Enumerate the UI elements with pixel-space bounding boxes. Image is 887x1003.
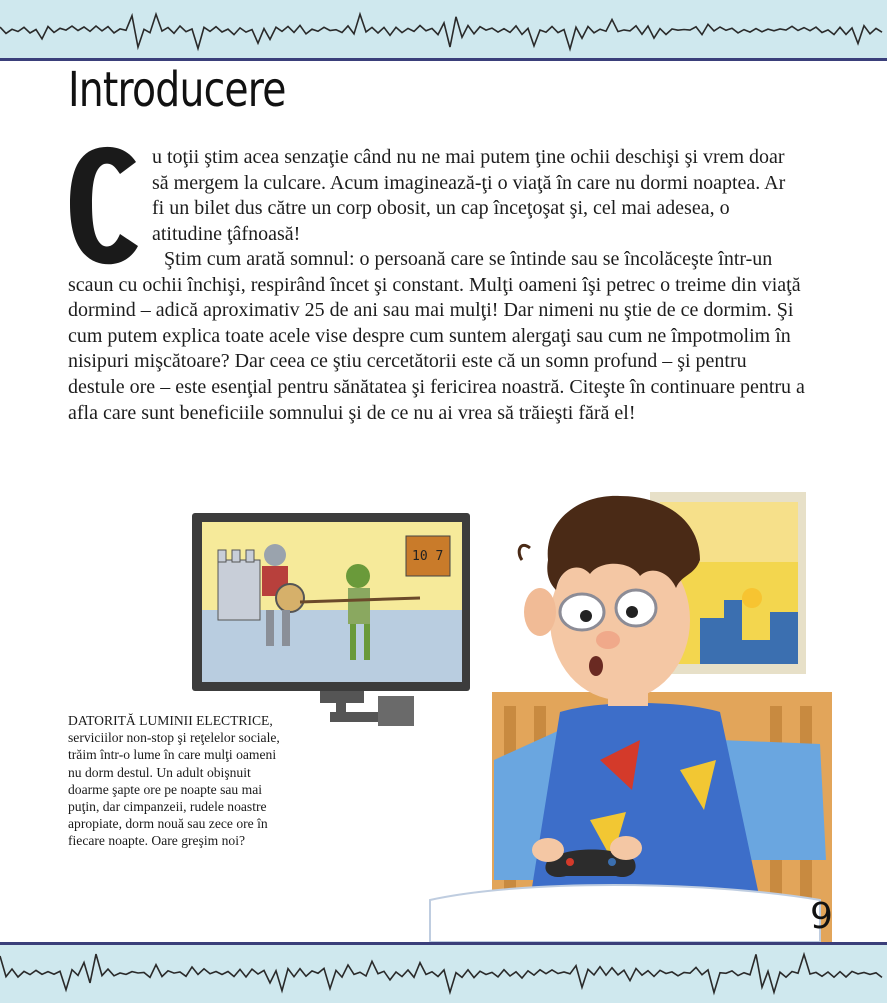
game-score: 10 7: [412, 549, 444, 564]
drop-cap-letter: C: [66, 142, 67, 143]
intro-paragraph-2: Ştim cum arată somnul: o persoană care se întinde sau se încolăceşte într-un scaun cu ochii închişi, respirând încet şi constant. Mulţi oameni îşi petrec o treime din viaţă dormind – adică aproximativ 25 de ani sau mai mulţi! Dar nimeni nu ştie de ce dormim. Şi cum putem explica toate acele vise despre cum suntem alergaţi sau cum ne împotmolim în nisipuri mişcătoare? Dar ceea ce ştiu cercetătorii este că un somn profund – şi pentru destule ore – este esenţial pentru sănătatea şi fericirea noastră. Citeşte în continuare pentru a afla care sunt beneficiile somnului şi de ce nu ai vrea să trăieşti fără el!: [68, 248, 805, 424]
blanket: [430, 885, 820, 942]
photo-caption: [68, 712, 283, 850]
tv-screen-icon: [192, 513, 470, 726]
bottom-waveform-icon: [0, 945, 887, 1003]
sleepy-boy-face: [519, 496, 700, 706]
page-number: 9: [810, 896, 833, 937]
page-title: Introducere: [68, 62, 286, 118]
intro-paragraph-1: u toţii ştim acea senzaţie când nu ne mai putem ţine ochii deschişi şi vrem doar să mergem la culcare. Acum imaginează-ţi o viaţă în care nu dormi noaptea. Ar fi un bilet dus către un corp obosit, un cap înceţoşat şi, cel mai adesea, o atitudine ţâfnoasă!: [152, 146, 786, 245]
caption-body: serviciilor non-stop şi reţelelor sociale, trăim într-o lume în care mulţi oameni nu dorm destul. Un adult obişnuit doarme şapte ore pe noapte sau mai puţin, dar cimpanzeii, rudele noastre apropiate, dorm nouă sau zece ore în fiecare noapte. Oare greşim noi?: [68, 730, 280, 849]
bottom-border-band: [0, 942, 887, 1003]
caption-lead: DATORITĂ LUMINII ELECTRICE,: [68, 713, 273, 728]
